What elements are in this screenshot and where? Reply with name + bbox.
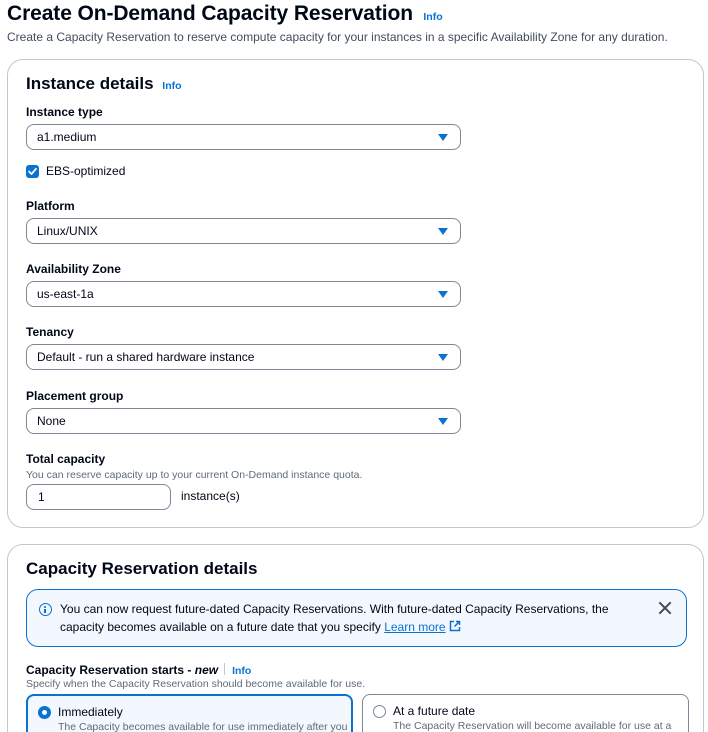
- instance-type-select[interactable]: [26, 124, 461, 150]
- new-tag: new: [194, 663, 219, 677]
- start-future-date-desc: The Capacity Reservation will become available for use at a: [393, 720, 672, 732]
- instance-details-card: [7, 59, 704, 528]
- ebs-optimized-label: EBS-optimized: [46, 164, 126, 178]
- platform-select[interactable]: [26, 218, 461, 244]
- external-link-icon: [449, 620, 461, 632]
- reservation-starts-text: Capacity Reservation starts -: [26, 663, 195, 677]
- caret-down-icon: [438, 228, 448, 235]
- availability-zone-select[interactable]: [26, 281, 461, 307]
- future-dated-alert: [26, 589, 687, 647]
- radio-selected-icon[interactable]: [38, 706, 51, 719]
- tenancy-value: Default - run a shared hardware instance: [37, 350, 255, 364]
- learn-more-label: Learn more: [384, 620, 446, 634]
- reservation-starts-label: [26, 663, 251, 677]
- radio-unselected-icon[interactable]: [373, 705, 386, 718]
- total-capacity-unit: instance(s): [181, 489, 240, 503]
- divider: [224, 663, 225, 675]
- total-capacity-input[interactable]: [26, 484, 171, 510]
- caret-down-icon: [438, 354, 448, 361]
- check-icon: [27, 166, 38, 177]
- alert-message: [60, 600, 640, 636]
- page-header: [7, 2, 443, 26]
- instance-details-title: [26, 74, 182, 94]
- reservation-starts-hint: Specify when the Capacity Reservation should become available for use.: [26, 678, 366, 690]
- availability-zone-value: us-east-1a: [37, 287, 94, 301]
- placement-group-select[interactable]: [26, 408, 461, 434]
- instance-details-info-link[interactable]: Info: [162, 80, 182, 92]
- platform-label: Platform: [26, 199, 75, 213]
- page-info-link[interactable]: Info: [423, 11, 443, 23]
- availability-zone-label: Availability Zone: [26, 262, 121, 276]
- caret-down-icon: [438, 291, 448, 298]
- caret-down-icon: [438, 418, 448, 425]
- ebs-optimized-checkbox[interactable]: [26, 165, 39, 178]
- start-immediately-desc: The Capacity becomes available for use immediately after you: [58, 721, 348, 732]
- start-immediately-title: Immediately: [58, 705, 123, 719]
- reservation-details-card: [7, 544, 704, 732]
- caret-down-icon: [438, 134, 448, 141]
- close-icon[interactable]: [658, 601, 672, 615]
- placement-group-label: Placement group: [26, 389, 124, 403]
- page-title: Create On-Demand Capacity Reservation: [7, 2, 413, 25]
- reservation-starts-info-link[interactable]: Info: [232, 665, 252, 677]
- total-capacity-hint: You can reserve capacity up to your current On-Demand instance quota.: [26, 469, 363, 481]
- instance-details-heading: Instance details: [26, 74, 154, 93]
- reservation-details-title: Capacity Reservation details: [26, 559, 258, 578]
- placement-group-value: None: [37, 414, 66, 428]
- start-future-date-tile[interactable]: [362, 694, 689, 732]
- total-capacity-label: Total capacity: [26, 452, 106, 466]
- total-capacity-value: 1: [38, 490, 45, 504]
- page-description: Create a Capacity Reservation to reserve compute capacity for your instances in a specific Availability Zone for any duration.: [7, 30, 668, 44]
- start-future-date-title: At a future date: [393, 704, 476, 718]
- platform-value: Linux/UNIX: [37, 224, 98, 238]
- alert-text: You can now request future-dated Capacity Reservations. With future-dated Capacity Reservations, the capacity becomes available on a future date that you specify: [60, 602, 609, 634]
- tenancy-select[interactable]: [26, 344, 461, 370]
- start-immediately-tile[interactable]: [26, 694, 353, 732]
- tenancy-label: Tenancy: [26, 325, 74, 339]
- info-circle-icon: [39, 603, 52, 616]
- learn-more-link[interactable]: [384, 620, 460, 634]
- instance-type-value: a1.medium: [37, 130, 97, 144]
- instance-type-label: Instance type: [26, 105, 103, 119]
